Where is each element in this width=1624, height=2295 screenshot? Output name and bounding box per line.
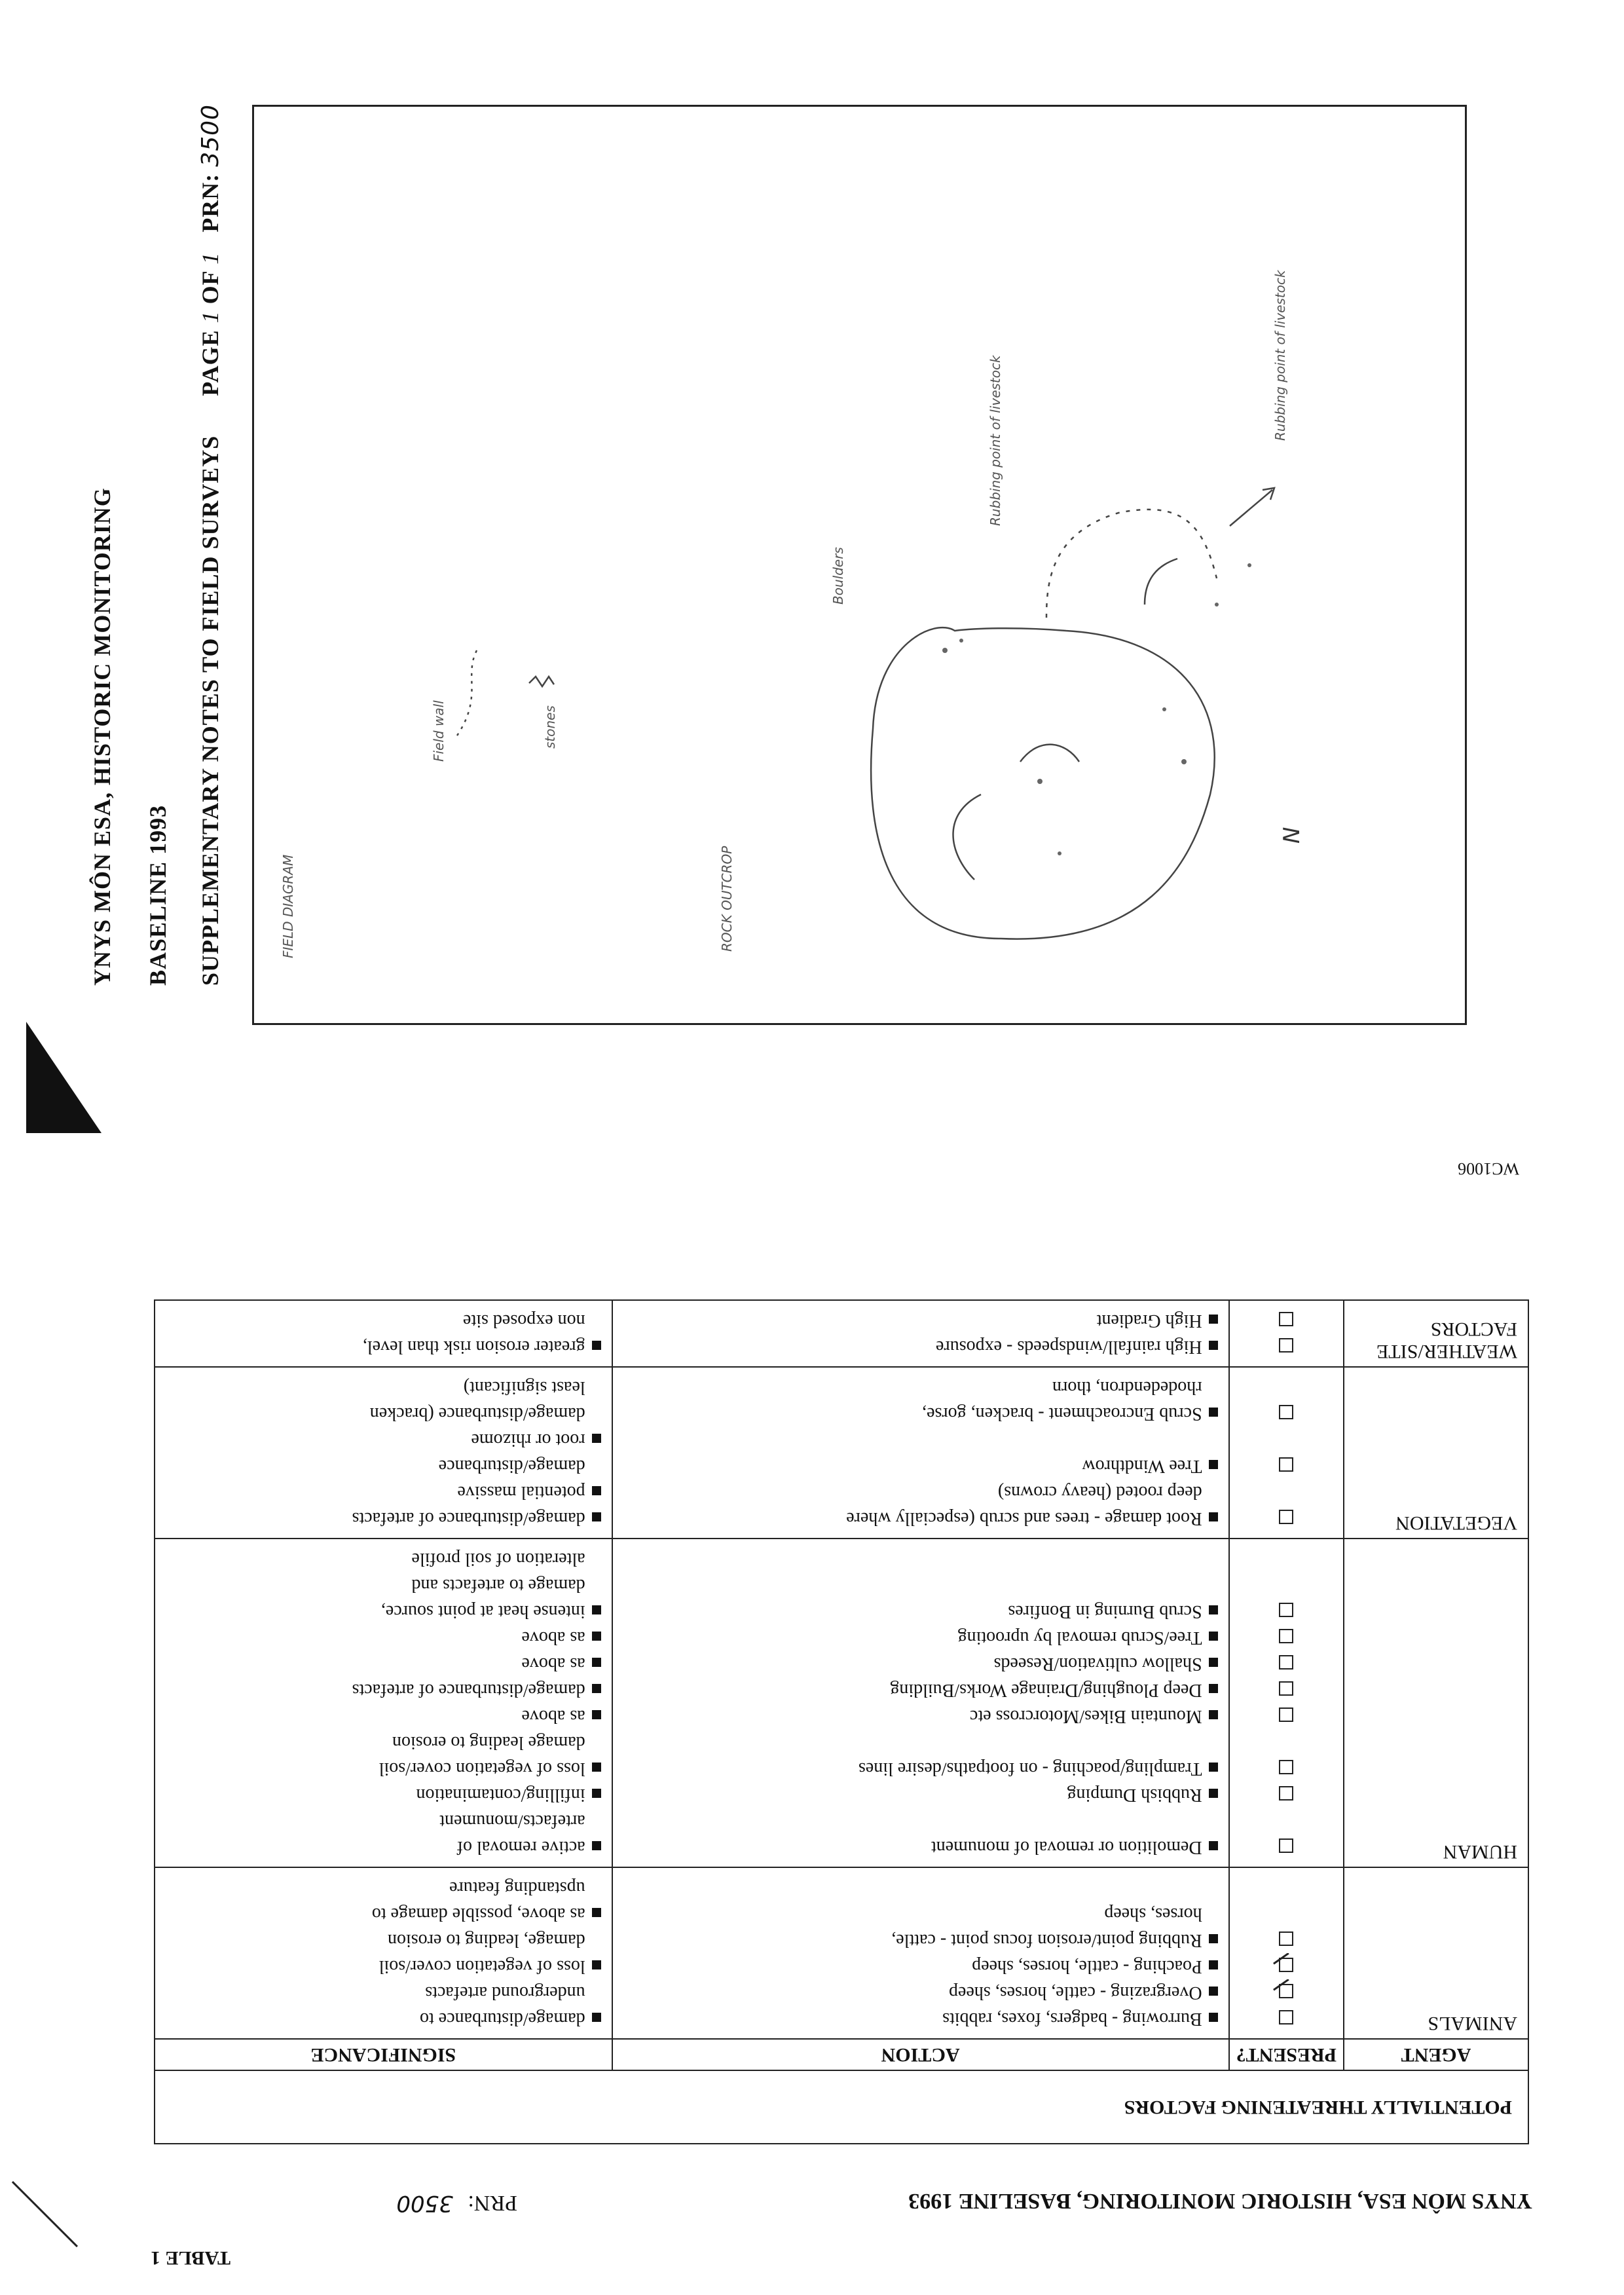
agent-name: ANIMALS xyxy=(1344,1867,1528,2039)
present-checkbox[interactable] xyxy=(1279,1760,1293,1774)
present-checkbox[interactable] xyxy=(1279,1958,1293,1972)
significance-item-text: damage, leading to erosion xyxy=(387,1930,585,1950)
wall-line xyxy=(457,650,477,736)
significance-item-text: damage to artefacts and xyxy=(411,1575,585,1595)
bullet-icon xyxy=(592,1341,601,1350)
supplementary-line xyxy=(196,104,224,986)
of-label: OF xyxy=(197,271,223,305)
baseline-label: BASELINE 1993 xyxy=(145,804,171,986)
agent-group-row xyxy=(155,1867,1528,2039)
significance-item-text: as above, possible damage to xyxy=(371,1904,585,1924)
present-checkbox[interactable] xyxy=(1279,1338,1293,1353)
significance-item-text: alteration of soil profile xyxy=(411,1549,585,1569)
action-item xyxy=(612,1367,1229,1539)
threatening-factors-table xyxy=(154,1299,1529,2144)
present-checkbox[interactable] xyxy=(1279,1984,1293,1998)
action-item-text: Tree Windthrow xyxy=(1082,1456,1202,1476)
significance-item-text: as above xyxy=(521,1654,585,1674)
significance-item xyxy=(155,1300,612,1367)
significance-item-text: as above xyxy=(521,1628,585,1648)
action-item-text: Poaching - cattle, horses, sheep xyxy=(972,1956,1202,1977)
significance-item-text: as above xyxy=(521,1706,585,1726)
present-checkboxes xyxy=(1229,1367,1344,1539)
rubbing-point-note: Rubbing point of livestock xyxy=(987,355,1003,526)
present-checkbox[interactable] xyxy=(1279,1405,1293,1419)
significance-item xyxy=(155,1867,612,2039)
significance-item-text: damage/disturbance (bracken xyxy=(369,1404,585,1424)
significance-item xyxy=(155,1539,612,1867)
table-heading: YNYS MÔN ESA, HISTORIC MONITORING, BASELINE 1993 xyxy=(908,2189,1532,2213)
bullet-icon xyxy=(592,1908,601,1917)
significance-item-text: intense heat at point source, xyxy=(380,1601,585,1622)
significance-item-text: loss of vegetation cover/soil xyxy=(378,1759,585,1779)
column-header-action: ACTION xyxy=(612,2039,1229,2070)
bullet-icon xyxy=(1209,1632,1218,1641)
annex-inner xyxy=(1145,559,1177,605)
bullet-icon xyxy=(592,1684,601,1693)
action-item xyxy=(612,1867,1229,2039)
boulders-note: Boulders xyxy=(830,547,846,605)
bullet-icon xyxy=(1209,1789,1218,1798)
bullet-icon xyxy=(1209,1684,1218,1693)
bullet-icon xyxy=(592,1512,601,1521)
bullet-icon xyxy=(592,1960,601,1969)
present-checkbox[interactable] xyxy=(1279,1629,1293,1643)
survey-title: YNYS MÔN ESA, HISTORIC MONITORING xyxy=(89,487,115,986)
bullet-icon xyxy=(1209,1408,1218,1417)
bullet-icon xyxy=(592,1605,601,1614)
action-item-text: Demolition or removal of monument xyxy=(931,1837,1202,1857)
significance-item-text: upstanding feature xyxy=(449,1878,585,1898)
table-number: TABLE 1 xyxy=(151,2247,231,2269)
inner-curve-2 xyxy=(1020,745,1079,762)
bullet-icon xyxy=(1209,1315,1218,1324)
bullet-icon xyxy=(1209,1710,1218,1719)
present-checkboxes xyxy=(1229,1867,1344,2039)
significance-item-text: artefacts/monument xyxy=(439,1811,585,1831)
significance-item-text: damage leading to erosion xyxy=(392,1732,585,1753)
agent-name: VEGETATION xyxy=(1344,1367,1528,1539)
present-checkbox[interactable] xyxy=(1279,2010,1293,2024)
bullet-icon xyxy=(592,2013,601,2022)
bullet-icon xyxy=(592,1710,601,1719)
table-prn-label: PRN: xyxy=(468,2191,517,2215)
column-header-significance: SIGNIFICANCE xyxy=(155,2039,612,2070)
prn-value: 3500 xyxy=(197,104,224,167)
agent-group-row xyxy=(155,1539,1528,1867)
significance-item-text: active removal of xyxy=(456,1837,585,1857)
bullet-icon xyxy=(1209,1605,1218,1614)
north-arrow: N xyxy=(1279,827,1305,844)
column-header-present: PRESENT? xyxy=(1229,2039,1344,2070)
annex-outline xyxy=(1046,510,1217,618)
prn-label: PRN: xyxy=(197,173,223,233)
column-header-agent: AGENT xyxy=(1344,2039,1528,2070)
action-item-text: Scrub Encroachment - bracken, gorse, xyxy=(922,1404,1202,1424)
bullet-icon xyxy=(592,1841,601,1850)
stones-note: stones xyxy=(542,705,558,749)
significance-item-text: underground artefacts xyxy=(425,1983,585,2003)
significance-item-text: greater erosion risk than level, xyxy=(362,1337,585,1357)
significance-item-text: damage/disturbance of artefacts xyxy=(352,1680,585,1700)
action-item-text: High Gradient xyxy=(1096,1311,1202,1331)
bullet-icon xyxy=(592,1434,601,1443)
significance-item-text: least significant) xyxy=(463,1377,585,1398)
stone-scribble xyxy=(529,677,554,686)
present-checkbox[interactable] xyxy=(1279,1312,1293,1326)
action-item-text: horses, sheep xyxy=(1104,1904,1202,1924)
bullet-icon xyxy=(592,1486,601,1495)
action-item-text: Scrub Burning in Bonfires xyxy=(1008,1601,1202,1622)
scan-corner-mark xyxy=(26,1022,101,1133)
field-wall-note: Field wall xyxy=(431,700,447,762)
present-checkbox[interactable] xyxy=(1279,1681,1293,1696)
site-sketch xyxy=(254,107,1466,1024)
significance-item-text: damage/disturbance xyxy=(438,1456,585,1476)
present-checkbox[interactable] xyxy=(1279,1838,1293,1853)
action-item-text: Tree/Scrub removal by uprooting xyxy=(957,1628,1202,1648)
page-label: PAGE xyxy=(197,329,223,396)
action-item-text: Rubbish Dumping xyxy=(1067,1785,1202,1805)
action-item-text: Rubbing point/erosion focus point - cattle, xyxy=(891,1930,1202,1950)
page-number: 1 xyxy=(197,310,223,324)
bullet-icon xyxy=(1209,1512,1218,1521)
significance-item-text: infilling/contamination xyxy=(416,1785,585,1805)
action-item-text: Mountain Bikes/Motorcross etc xyxy=(970,1706,1202,1726)
significance-item-text: potential massive xyxy=(457,1482,585,1502)
present-checkbox[interactable] xyxy=(1279,1457,1293,1472)
threat-table-page xyxy=(0,1140,1624,2295)
present-checkbox[interactable] xyxy=(1279,1931,1293,1946)
of-number: 1 xyxy=(197,252,223,265)
inner-curve xyxy=(953,794,982,880)
bullet-icon xyxy=(592,1763,601,1772)
bullet-icon xyxy=(1209,1341,1218,1350)
rock-outcrop-note: ROCK OUTCROP xyxy=(719,846,735,952)
bullet-icon xyxy=(592,1632,601,1641)
rubbing-point-outer-note: Rubbing point of livestock xyxy=(1272,270,1288,441)
significance-item-text: damage/disturbance to xyxy=(419,2009,585,2029)
bullet-icon xyxy=(1209,2013,1218,2022)
agent-group-row xyxy=(155,1367,1528,1539)
table-prn-value: 3500 xyxy=(396,2190,453,2216)
significance-item-text: non exposed site xyxy=(462,1311,585,1331)
bullet-icon xyxy=(592,1658,601,1667)
supplementary-heading: SUPPLEMENTARY NOTES TO FIELD SURVEYS xyxy=(197,435,223,986)
action-item-text: Trampling/poaching - on footpaths/desire lines xyxy=(858,1759,1202,1779)
action-item-text: deep rooted (heavy crowns) xyxy=(997,1482,1202,1502)
form-code: WC1006 xyxy=(1458,1159,1519,1178)
field-diagram-frame xyxy=(252,105,1467,1025)
bullet-icon xyxy=(592,1789,601,1798)
action-item-text: Shallow cultivation/Reseeds xyxy=(993,1654,1202,1674)
significance-item-text: damage/disturbance of artefacts xyxy=(352,1508,585,1529)
action-item-text: rhodedendron, thorn xyxy=(1052,1377,1202,1398)
present-checkboxes xyxy=(1229,1539,1344,1867)
enclosure-outline xyxy=(871,627,1215,939)
action-item-text: Deep Ploughing/Drainage Works/Building xyxy=(890,1680,1202,1700)
action-item-text: High rainfall/windspeeds - exposure xyxy=(935,1337,1202,1357)
action-item-text: Burrowing - badgers, foxes, rabbits xyxy=(942,2009,1202,2029)
bullet-icon xyxy=(1209,1987,1218,1996)
action-item-text: Root damage - trees and scrub (especially where xyxy=(846,1508,1202,1529)
pointer-arrow xyxy=(1230,490,1272,526)
present-checkbox[interactable] xyxy=(1279,1786,1293,1801)
present-checkbox[interactable] xyxy=(1279,1603,1293,1617)
present-checkbox[interactable] xyxy=(1279,1655,1293,1670)
agent-name: HUMAN xyxy=(1344,1539,1528,1867)
significance-item-text: root or rhizome xyxy=(471,1430,585,1450)
present-checkbox[interactable] xyxy=(1279,1707,1293,1722)
diagram-label: FIELD DIAGRAM xyxy=(280,854,296,958)
significance-item-text: loss of vegetation cover/soil xyxy=(378,1956,585,1977)
bullet-icon xyxy=(1209,1841,1218,1850)
table-prn xyxy=(396,2190,517,2216)
bullet-icon xyxy=(1209,1763,1218,1772)
agent-name: WEATHER/SITE FACTORS xyxy=(1344,1300,1528,1367)
agent-group-row xyxy=(155,1300,1528,1367)
bullet-icon xyxy=(1209,1934,1218,1943)
significance-item xyxy=(155,1367,612,1539)
table-caption: POTENTIALLY THREATENING FACTORS xyxy=(155,2070,1528,2144)
action-item-text: Overgrazing - cattle, horses, sheep xyxy=(948,1983,1202,2003)
bullet-icon xyxy=(1209,1460,1218,1469)
present-checkbox[interactable] xyxy=(1279,1510,1293,1524)
present-checkboxes xyxy=(1229,1300,1344,1367)
action-item xyxy=(612,1300,1229,1367)
bullet-icon xyxy=(1209,1658,1218,1667)
action-item xyxy=(612,1539,1229,1867)
bullet-icon xyxy=(1209,1960,1218,1969)
